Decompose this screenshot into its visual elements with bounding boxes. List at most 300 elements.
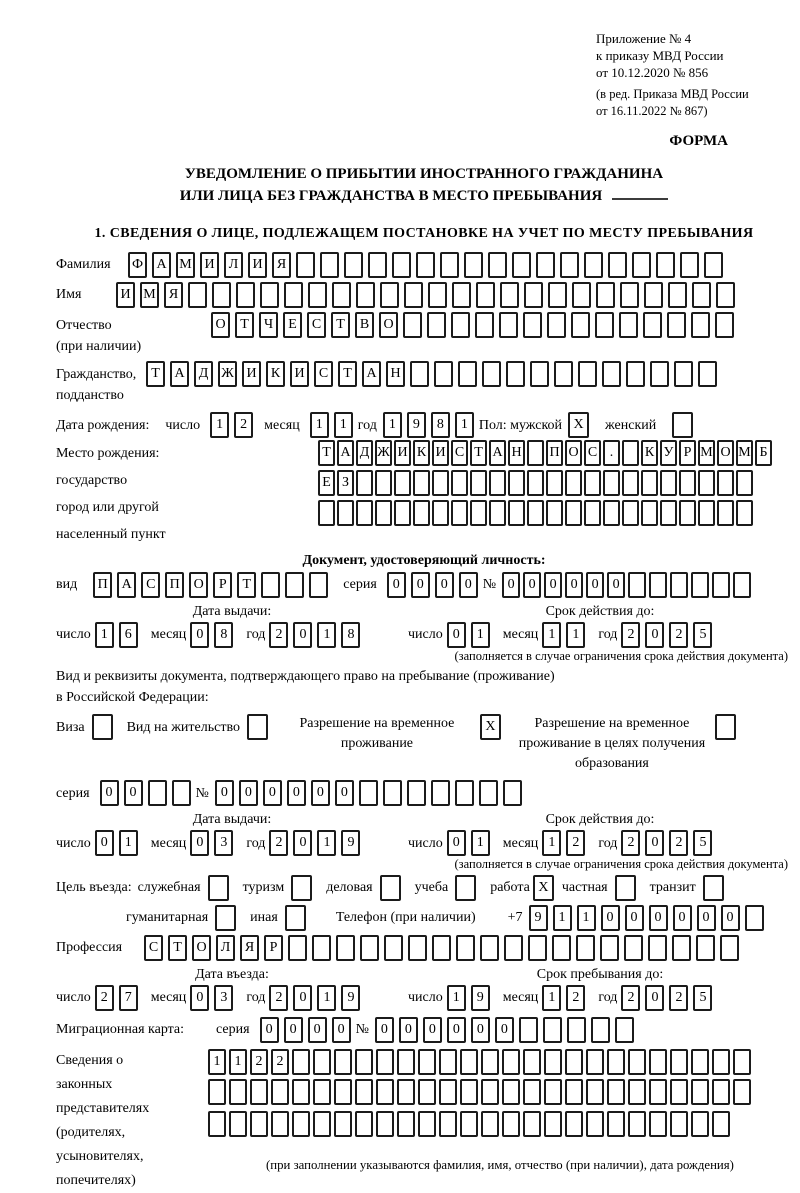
form-cell[interactable]: 0 <box>523 572 541 598</box>
doc-valid-year-cells[interactable] <box>621 622 717 648</box>
form-cell[interactable] <box>356 282 375 308</box>
form-cell[interactable]: Н <box>508 440 525 466</box>
form-cell[interactable] <box>383 780 402 806</box>
form-cell[interactable] <box>431 780 450 806</box>
form-cell[interactable] <box>571 312 590 338</box>
doc-issue-day-cells[interactable] <box>95 622 143 648</box>
form-cell[interactable] <box>643 312 662 338</box>
form-cell[interactable]: 1 <box>310 412 329 438</box>
form-cell[interactable] <box>692 282 711 308</box>
form-cell[interactable] <box>560 252 579 278</box>
form-cell[interactable] <box>489 470 506 496</box>
form-cell[interactable] <box>670 1049 688 1075</box>
form-cell[interactable] <box>670 572 688 598</box>
residence-permit-checkbox[interactable] <box>247 714 268 740</box>
form-cell[interactable] <box>451 470 468 496</box>
form-cell[interactable]: О <box>192 935 211 961</box>
form-cell[interactable] <box>565 500 582 526</box>
doc-valid-day-cells[interactable] <box>447 622 495 648</box>
form-cell[interactable] <box>344 252 363 278</box>
form-cell[interactable]: 1 <box>317 830 336 856</box>
form-cell[interactable] <box>572 282 591 308</box>
form-cell[interactable] <box>644 282 663 308</box>
form-cell[interactable] <box>308 282 327 308</box>
form-cell[interactable] <box>451 312 470 338</box>
form-cell[interactable]: 0 <box>124 780 143 806</box>
form-cell[interactable]: С <box>141 572 160 598</box>
form-cell[interactable]: И <box>290 361 309 387</box>
purpose-humanitarian-checkbox[interactable] <box>215 905 236 931</box>
form-cell[interactable]: 7 <box>119 985 138 1011</box>
residence-valid-month-cells[interactable] <box>542 830 590 856</box>
form-cell[interactable] <box>622 500 639 526</box>
form-cell[interactable]: М <box>176 252 195 278</box>
form-cell[interactable] <box>527 500 544 526</box>
form-cell[interactable] <box>271 1111 289 1137</box>
form-cell[interactable] <box>432 470 449 496</box>
form-cell[interactable] <box>586 1049 604 1075</box>
form-cell[interactable]: 1 <box>334 412 353 438</box>
form-cell[interactable]: П <box>546 440 563 466</box>
form-cell[interactable]: 1 <box>447 985 466 1011</box>
form-cell[interactable] <box>523 1111 541 1137</box>
form-cell[interactable]: М <box>698 440 715 466</box>
form-cell[interactable] <box>649 1111 667 1137</box>
form-cell[interactable]: 1 <box>566 622 585 648</box>
form-cell[interactable] <box>481 1079 499 1105</box>
form-cell[interactable]: Я <box>240 935 259 961</box>
form-cell[interactable]: 0 <box>100 780 119 806</box>
residence-issue-day-cells[interactable] <box>95 830 143 856</box>
form-cell[interactable]: 2 <box>269 622 288 648</box>
form-cell[interactable] <box>392 252 411 278</box>
form-cell[interactable]: К <box>413 440 430 466</box>
form-cell[interactable] <box>452 282 471 308</box>
form-cell[interactable]: С <box>314 361 333 387</box>
form-cell[interactable] <box>212 282 231 308</box>
form-cell[interactable]: 0 <box>260 1017 279 1043</box>
form-cell[interactable]: 1 <box>455 412 474 438</box>
form-cell[interactable] <box>523 312 542 338</box>
residence-issue-month-cells[interactable] <box>190 830 238 856</box>
form-cell[interactable] <box>148 780 167 806</box>
form-cell[interactable]: 0 <box>447 830 466 856</box>
form-cell[interactable] <box>410 361 429 387</box>
form-cell[interactable] <box>670 1111 688 1137</box>
form-cell[interactable]: Я <box>272 252 291 278</box>
form-cell[interactable]: Л <box>224 252 243 278</box>
form-cell[interactable] <box>482 361 501 387</box>
temp-residence-checkbox[interactable] <box>480 714 501 740</box>
form-cell[interactable] <box>313 1079 331 1105</box>
form-cell[interactable]: 8 <box>341 622 360 648</box>
form-cell[interactable] <box>439 1049 457 1075</box>
form-cell[interactable]: 2 <box>269 830 288 856</box>
form-cell[interactable] <box>672 412 693 438</box>
form-cell[interactable] <box>584 500 601 526</box>
form-cell[interactable] <box>615 1017 634 1043</box>
form-cell[interactable] <box>337 500 354 526</box>
stay-month-cells[interactable] <box>542 985 590 1011</box>
form-cell[interactable]: 1 <box>577 905 596 931</box>
form-cell[interactable]: Ф <box>128 252 147 278</box>
residence-issue-year-cells[interactable] <box>269 830 365 856</box>
form-cell[interactable] <box>292 1049 310 1075</box>
form-cell[interactable] <box>285 572 304 598</box>
form-cell[interactable] <box>460 1111 478 1137</box>
form-cell[interactable]: 1 <box>119 830 138 856</box>
purpose-transit-checkbox[interactable] <box>703 875 724 901</box>
form-cell[interactable] <box>481 1049 499 1075</box>
form-cell[interactable] <box>691 1049 709 1075</box>
form-cell[interactable] <box>320 252 339 278</box>
form-cell[interactable] <box>567 1017 586 1043</box>
form-cell[interactable] <box>375 500 392 526</box>
form-cell[interactable]: 1 <box>553 905 572 931</box>
form-cell[interactable] <box>500 282 519 308</box>
form-cell[interactable] <box>336 935 355 961</box>
entry-month-cells[interactable] <box>190 985 238 1011</box>
form-cell[interactable] <box>408 935 427 961</box>
form-cell[interactable]: 0 <box>215 780 234 806</box>
form-cell[interactable]: Т <box>470 440 487 466</box>
form-cell[interactable] <box>359 780 378 806</box>
form-cell[interactable]: Т <box>318 440 335 466</box>
form-cell[interactable]: 0 <box>95 830 114 856</box>
form-cell[interactable] <box>595 312 614 338</box>
form-cell[interactable]: И <box>242 361 261 387</box>
form-cell[interactable] <box>679 500 696 526</box>
form-cell[interactable] <box>172 780 191 806</box>
form-cell[interactable]: 0 <box>544 572 562 598</box>
form-cell[interactable]: П <box>165 572 184 598</box>
form-cell[interactable]: 1 <box>95 622 114 648</box>
form-cell[interactable]: О <box>717 440 734 466</box>
form-cell[interactable]: Н <box>386 361 405 387</box>
form-cell[interactable] <box>603 470 620 496</box>
form-cell[interactable] <box>717 470 734 496</box>
form-cell[interactable]: И <box>432 440 449 466</box>
legal-reps-cells-row2[interactable] <box>208 1079 754 1105</box>
form-cell[interactable] <box>432 935 451 961</box>
form-cell[interactable] <box>543 1017 562 1043</box>
form-cell[interactable] <box>544 1079 562 1105</box>
form-cell[interactable]: 0 <box>673 905 692 931</box>
form-cell[interactable] <box>334 1049 352 1075</box>
form-cell[interactable] <box>720 935 739 961</box>
form-cell[interactable] <box>733 572 751 598</box>
form-cell[interactable] <box>292 1111 310 1137</box>
form-cell[interactable]: К <box>641 440 658 466</box>
form-cell[interactable]: . <box>603 440 620 466</box>
form-cell[interactable] <box>418 1079 436 1105</box>
form-cell[interactable] <box>229 1111 247 1137</box>
form-cell[interactable] <box>578 361 597 387</box>
form-cell[interactable]: 1 <box>208 1049 226 1075</box>
form-cell[interactable] <box>656 252 675 278</box>
form-cell[interactable]: Т <box>146 361 165 387</box>
form-cell[interactable] <box>479 780 498 806</box>
profession-cells[interactable] <box>144 935 744 961</box>
form-cell[interactable]: Т <box>235 312 254 338</box>
form-cell[interactable] <box>460 1049 478 1075</box>
form-cell[interactable]: 0 <box>284 1017 303 1043</box>
form-cell[interactable]: А <box>117 572 136 598</box>
form-cell[interactable]: 0 <box>293 830 312 856</box>
form-cell[interactable]: Т <box>237 572 256 598</box>
form-cell[interactable] <box>745 905 764 931</box>
form-cell[interactable]: 0 <box>459 572 478 598</box>
form-cell[interactable]: 2 <box>566 985 585 1011</box>
form-cell[interactable] <box>608 252 627 278</box>
form-cell[interactable] <box>696 935 715 961</box>
form-cell[interactable] <box>712 1111 730 1137</box>
form-cell[interactable] <box>547 312 566 338</box>
form-cell[interactable]: 0 <box>607 572 625 598</box>
form-cell[interactable] <box>470 470 487 496</box>
form-cell[interactable]: М <box>140 282 159 308</box>
form-cell[interactable]: 5 <box>693 622 712 648</box>
form-cell[interactable] <box>736 470 753 496</box>
form-cell[interactable]: С <box>451 440 468 466</box>
form-cell[interactable] <box>622 440 639 466</box>
form-cell[interactable]: Б <box>755 440 772 466</box>
form-cell[interactable]: Т <box>168 935 187 961</box>
form-cell[interactable] <box>439 1111 457 1137</box>
form-cell[interactable]: 0 <box>387 572 406 598</box>
form-cell[interactable] <box>506 361 525 387</box>
form-cell[interactable] <box>736 500 753 526</box>
form-cell[interactable] <box>519 1017 538 1043</box>
form-cell[interactable]: Р <box>264 935 283 961</box>
form-cell[interactable]: 0 <box>447 622 466 648</box>
form-cell[interactable]: О <box>379 312 398 338</box>
form-cell[interactable] <box>704 252 723 278</box>
form-cell[interactable]: С <box>307 312 326 338</box>
form-cell[interactable] <box>313 1049 331 1075</box>
form-cell[interactable] <box>649 572 667 598</box>
purpose-tourism-checkbox[interactable] <box>291 875 312 901</box>
doc-type-cells[interactable] <box>93 572 333 598</box>
form-cell[interactable]: 0 <box>495 1017 514 1043</box>
form-cell[interactable]: 1 <box>471 830 490 856</box>
form-cell[interactable] <box>503 780 522 806</box>
form-cell[interactable] <box>624 935 643 961</box>
form-cell[interactable] <box>418 1049 436 1075</box>
form-cell[interactable] <box>427 312 446 338</box>
form-cell[interactable]: 0 <box>190 622 209 648</box>
form-cell[interactable]: 2 <box>234 412 253 438</box>
form-cell[interactable] <box>470 500 487 526</box>
form-cell[interactable]: 1 <box>471 622 490 648</box>
entry-year-cells[interactable] <box>269 985 365 1011</box>
form-cell[interactable] <box>691 1079 709 1105</box>
form-cell[interactable] <box>674 361 693 387</box>
form-cell[interactable] <box>650 361 669 387</box>
form-cell[interactable]: 1 <box>317 622 336 648</box>
form-cell[interactable]: 2 <box>669 985 688 1011</box>
doc-issue-month-cells[interactable] <box>190 622 238 648</box>
form-cell[interactable]: О <box>189 572 208 598</box>
form-cell[interactable]: 9 <box>341 985 360 1011</box>
form-cell[interactable]: 0 <box>625 905 644 931</box>
form-cell[interactable]: И <box>116 282 135 308</box>
form-cell[interactable]: X <box>480 714 501 740</box>
form-cell[interactable] <box>504 935 523 961</box>
form-cell[interactable] <box>600 935 619 961</box>
form-cell[interactable]: 2 <box>269 985 288 1011</box>
migration-series-cells[interactable] <box>260 1017 356 1043</box>
form-cell[interactable] <box>698 361 717 387</box>
form-cell[interactable] <box>715 714 736 740</box>
form-cell[interactable]: 9 <box>407 412 426 438</box>
form-cell[interactable] <box>626 361 645 387</box>
form-cell[interactable]: Т <box>338 361 357 387</box>
form-cell[interactable]: 1 <box>542 830 561 856</box>
form-cell[interactable] <box>502 1049 520 1075</box>
form-cell[interactable] <box>428 282 447 308</box>
form-cell[interactable] <box>733 1079 751 1105</box>
form-cell[interactable]: И <box>200 252 219 278</box>
form-cell[interactable]: 1 <box>210 412 229 438</box>
doc-series-cells[interactable] <box>387 572 483 598</box>
form-cell[interactable] <box>397 1079 415 1105</box>
form-cell[interactable]: Р <box>679 440 696 466</box>
form-cell[interactable] <box>502 1079 520 1105</box>
form-cell[interactable]: 9 <box>471 985 490 1011</box>
form-cell[interactable]: Д <box>194 361 213 387</box>
form-cell[interactable] <box>544 1111 562 1137</box>
form-cell[interactable]: У <box>660 440 677 466</box>
form-cell[interactable]: 0 <box>311 780 330 806</box>
form-cell[interactable] <box>332 282 351 308</box>
form-cell[interactable] <box>480 935 499 961</box>
form-cell[interactable]: Р <box>213 572 232 598</box>
form-cell[interactable]: А <box>362 361 381 387</box>
form-cell[interactable] <box>475 312 494 338</box>
form-cell[interactable] <box>313 1111 331 1137</box>
form-cell[interactable] <box>376 1079 394 1105</box>
form-cell[interactable] <box>607 1111 625 1137</box>
form-cell[interactable] <box>679 470 696 496</box>
form-cell[interactable] <box>236 282 255 308</box>
form-cell[interactable]: 0 <box>332 1017 351 1043</box>
form-cell[interactable] <box>418 1111 436 1137</box>
form-cell[interactable] <box>288 935 307 961</box>
form-cell[interactable] <box>440 252 459 278</box>
form-cell[interactable] <box>375 470 392 496</box>
form-cell[interactable] <box>188 282 207 308</box>
purpose-other-checkbox[interactable] <box>285 905 306 931</box>
form-cell[interactable] <box>489 500 506 526</box>
form-cell[interactable]: 6 <box>119 622 138 648</box>
form-cell[interactable] <box>527 440 544 466</box>
form-cell[interactable]: 8 <box>431 412 450 438</box>
form-cell[interactable]: 0 <box>287 780 306 806</box>
form-cell[interactable]: 0 <box>239 780 258 806</box>
form-cell[interactable] <box>565 470 582 496</box>
form-cell[interactable] <box>404 282 423 308</box>
form-cell[interactable] <box>536 252 555 278</box>
form-cell[interactable] <box>632 252 651 278</box>
form-cell[interactable] <box>502 1111 520 1137</box>
migration-number-cells[interactable] <box>375 1017 639 1043</box>
form-cell[interactable] <box>712 1049 730 1075</box>
form-cell[interactable] <box>649 1049 667 1075</box>
form-cell[interactable]: 2 <box>250 1049 268 1075</box>
form-cell[interactable]: 5 <box>693 830 712 856</box>
form-cell[interactable] <box>698 470 715 496</box>
form-cell[interactable] <box>208 875 229 901</box>
form-cell[interactable] <box>92 714 113 740</box>
form-cell[interactable] <box>397 1111 415 1137</box>
form-cell[interactable] <box>376 1049 394 1075</box>
form-cell[interactable] <box>548 282 567 308</box>
form-cell[interactable] <box>667 312 686 338</box>
form-cell[interactable]: И <box>248 252 267 278</box>
purpose-work-checkbox[interactable] <box>533 875 554 901</box>
form-cell[interactable] <box>524 282 543 308</box>
form-cell[interactable] <box>261 572 280 598</box>
form-cell[interactable] <box>712 1079 730 1105</box>
form-cell[interactable]: 1 <box>317 985 336 1011</box>
form-cell[interactable] <box>464 252 483 278</box>
form-cell[interactable] <box>508 500 525 526</box>
form-cell[interactable] <box>488 252 507 278</box>
given-name-cells[interactable] <box>116 282 740 308</box>
form-cell[interactable] <box>715 312 734 338</box>
residence-series-cells[interactable] <box>100 780 196 806</box>
form-cell[interactable] <box>622 470 639 496</box>
form-cell[interactable] <box>523 1079 541 1105</box>
form-cell[interactable] <box>660 500 677 526</box>
form-cell[interactable] <box>586 1079 604 1105</box>
stay-day-cells[interactable] <box>447 985 495 1011</box>
temp-residence-education-checkbox[interactable] <box>715 714 736 740</box>
form-cell[interactable]: Ч <box>259 312 278 338</box>
form-cell[interactable] <box>628 1049 646 1075</box>
citizenship-cells[interactable] <box>146 361 722 387</box>
form-cell[interactable]: А <box>337 440 354 466</box>
form-cell[interactable]: К <box>266 361 285 387</box>
form-cell[interactable]: 9 <box>529 905 548 931</box>
form-cell[interactable] <box>355 1111 373 1137</box>
form-cell[interactable]: 9 <box>341 830 360 856</box>
form-cell[interactable] <box>619 312 638 338</box>
form-cell[interactable]: 0 <box>399 1017 418 1043</box>
form-cell[interactable] <box>356 500 373 526</box>
form-cell[interactable] <box>229 1079 247 1105</box>
form-cell[interactable]: 0 <box>190 985 209 1011</box>
form-cell[interactable] <box>641 500 658 526</box>
form-cell[interactable] <box>648 935 667 961</box>
doc-issue-year-cells[interactable] <box>269 622 365 648</box>
form-cell[interactable]: X <box>568 412 589 438</box>
form-cell[interactable] <box>291 875 312 901</box>
form-cell[interactable] <box>528 935 547 961</box>
form-cell[interactable]: С <box>584 440 601 466</box>
form-cell[interactable] <box>413 500 430 526</box>
form-cell[interactable]: 0 <box>471 1017 490 1043</box>
form-cell[interactable] <box>439 1079 457 1105</box>
form-cell[interactable] <box>596 282 615 308</box>
form-cell[interactable]: 2 <box>669 830 688 856</box>
form-cell[interactable]: 0 <box>411 572 430 598</box>
form-cell[interactable]: 0 <box>697 905 716 931</box>
form-cell[interactable] <box>368 252 387 278</box>
form-cell[interactable]: 2 <box>621 830 640 856</box>
form-cell[interactable] <box>712 572 730 598</box>
